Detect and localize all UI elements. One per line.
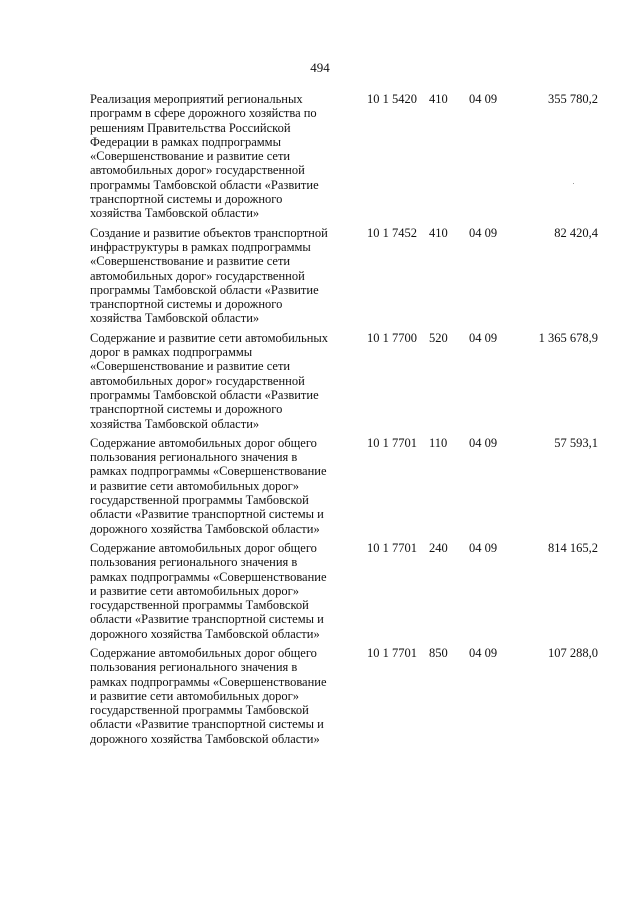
- row-description: Содержание автомобильных дорог общего пользования регионального значения в рамках подпрограммы «Совершенствование и развитие сети автомобильных дорог» государственной программы Тамбовской области «Развитие транспортной системы и дорожного хозяйства Тамбовской области»: [90, 645, 327, 746]
- row-expense-type: 850: [429, 645, 448, 660]
- table-row: [90, 331, 610, 431]
- row-target-code: 10 1 7452: [367, 225, 417, 240]
- budget-table: [90, 92, 610, 751]
- row-section: 04 09: [469, 92, 498, 106]
- row-description: Содержание и развитие сети автомобильных дорог в рамках подпрограммы «Совершенствование и развитие сети автомобильных дорог» государственной программы Тамбовской области «Развитие транспортной системы и дорожного хозяйства Тамбовской области»: [90, 330, 329, 431]
- row-target-code: 10 1 7701: [367, 540, 417, 555]
- row-target-code: 10 1 7701: [367, 435, 417, 450]
- row-target-code: 10 1 5420: [367, 92, 417, 106]
- row-amount: 82 420,4: [554, 225, 598, 240]
- row-description: Содержание автомобильных дорог общего пользования регионального значения в рамках подпрограммы «Совершенствование и развитие сети автомобильных дорог» государственной программы Тамбовской области «Развитие транспортной системы и дорожного хозяйства Тамбовской области»: [90, 435, 327, 536]
- row-expense-type: 240: [429, 540, 448, 555]
- table-row: [90, 541, 610, 641]
- page-number: 494: [310, 60, 330, 75]
- row-target-code: 10 1 7700: [367, 330, 417, 345]
- row-section: 04 09: [469, 435, 498, 450]
- table-row: [90, 646, 610, 746]
- row-amount: 355 780,2: [548, 92, 598, 106]
- row-section: 04 09: [469, 330, 498, 345]
- scan-speck: [573, 183, 574, 184]
- row-amount: 57 593,1: [554, 435, 598, 450]
- row-expense-type: 410: [429, 92, 448, 106]
- row-expense-type: 520: [429, 330, 448, 345]
- table-row: [90, 226, 610, 326]
- table-row: [90, 92, 610, 221]
- row-target-code: 10 1 7701: [367, 645, 417, 660]
- table-row: [90, 436, 610, 536]
- row-section: 04 09: [469, 540, 498, 555]
- row-amount: 814 165,2: [548, 540, 598, 555]
- row-expense-type: 410: [429, 225, 448, 240]
- row-description: Создание и развитие объектов транспортной инфраструктуры в рамках подпрограммы «Совершенствование и развитие сети автомобильных дорог» государственной программы Тамбовской области «Развитие транспортной системы и дорожного хозяйства Тамбовской области»: [90, 225, 328, 326]
- row-amount: 107 288,0: [548, 645, 598, 660]
- row-section: 04 09: [469, 225, 498, 240]
- row-amount: 1 365 678,9: [538, 330, 598, 345]
- row-description: Реализация мероприятий региональных программ в сфере дорожного хозяйства по решениям Правительства Российской Федерации в рамках подпрограммы «Совершенствование и развитие сети автомобильных дорог» государственной программы Тамбовской области «Развитие транспортной системы и дорожного хозяйства Тамбовской области»: [90, 92, 319, 221]
- row-expense-type: 110: [429, 435, 448, 450]
- row-description: Содержание автомобильных дорог общего пользования регионального значения в рамках подпрограммы «Совершенствование и развитие сети автомобильных дорог» государственной программы Тамбовской области «Развитие транспортной системы и дорожного хозяйства Тамбовской области»: [90, 540, 327, 641]
- row-section: 04 09: [469, 645, 498, 660]
